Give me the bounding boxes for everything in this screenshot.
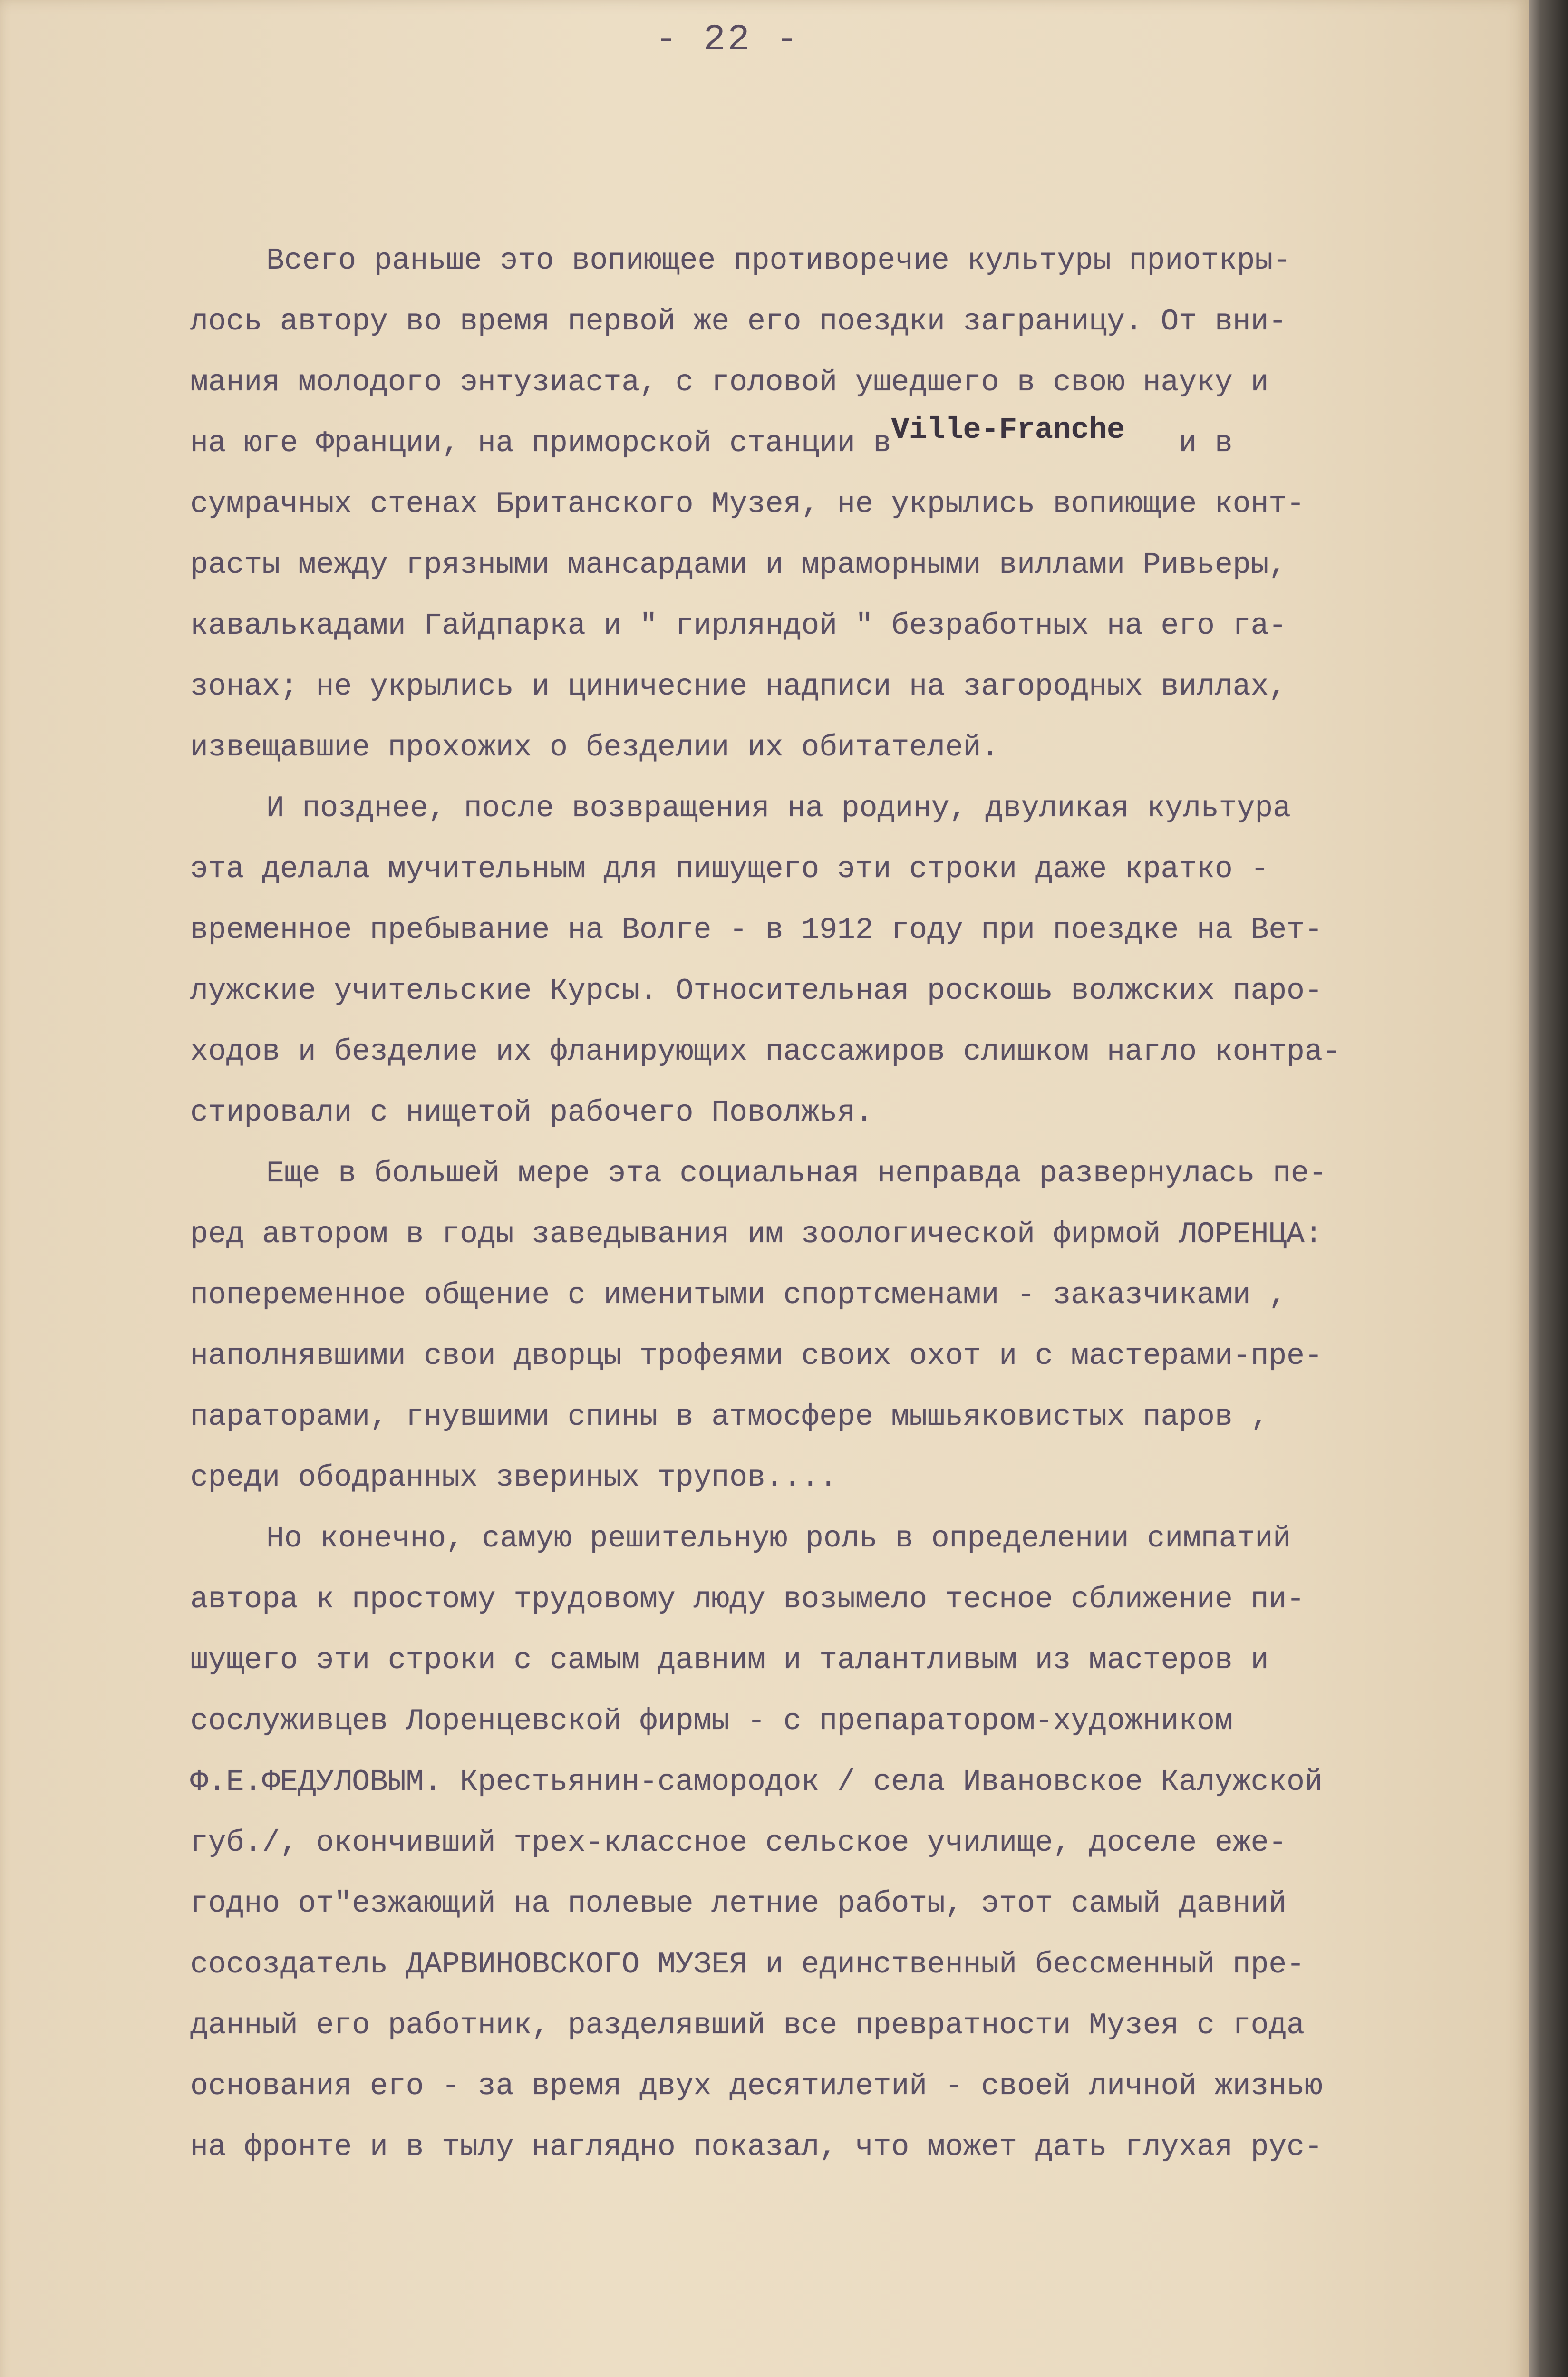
text-line: попеременное общение с именитыми спортсменами - заказчиками ,: [190, 1278, 1287, 1312]
scanner-edge: [1529, 0, 1568, 2377]
text-line: Еще в большей мере эта социальная неправда развернулась пе-: [266, 1157, 1327, 1190]
text-line: на фронте и в тылу наглядно показал, что может дать глухая рус-: [190, 2130, 1323, 2164]
text-line: Всего раньше это вопиющее противоречие культуры приоткры-: [266, 244, 1291, 278]
text-line: Ф.Е.ФЕДУЛОВЫМ. Крестьянин-самородок / села Ивановское Калужской: [190, 1765, 1323, 1799]
text-line: расты между грязными мансардами и мраморными виллами Ривьеры,: [190, 548, 1287, 582]
text-line: параторами, гнувшими спины в атмосфере мышьяковистых паров ,: [190, 1400, 1269, 1434]
text-line: [190, 413, 1493, 474]
latin-insert: Ville-Franche: [891, 413, 1125, 447]
text-line: губ./, окончивший трех-классное сельское училище, доселе еже-: [190, 1826, 1287, 1860]
text-line: ред автором в годы заведывания им зоологической фирмой ЛОРЕНЦА:: [190, 1217, 1323, 1251]
typed-text: [190, 231, 1493, 2178]
text-line: Но конечно, самую решительную роль в определении симпатий: [266, 1522, 1291, 1556]
text-segment: на юге Франции, на приморской станции в: [190, 426, 891, 460]
page-number: - 22 -: [655, 19, 800, 61]
text-line: стировали с нищетой рабочего Поволжья.: [190, 1096, 873, 1130]
text-line: сослуживцев Лоренцевской фирмы - с препаратором-художником: [190, 1704, 1233, 1738]
text-line: зонах; не укрылись и циничесние надписи на загородных виллах,: [190, 670, 1287, 704]
text-segment: и в: [1124, 426, 1233, 460]
text-line: лужские учительские Курсы. Относительная роскошь волжских паро-: [190, 974, 1323, 1008]
text-line: временное пребывание на Волге - в 1912 году при поездке на Вет-: [190, 913, 1323, 947]
text-line: среди ободранных звериных трупов....: [190, 1461, 838, 1495]
text-line: сумрачных стенах Британского Музея, не укрылись вопиющие конт-: [190, 487, 1305, 521]
text-line: лось автору во время первой же его поездки заграницу. От вни-: [190, 305, 1287, 338]
text-line: данный его работник, разделявший все превратности Музея с года: [190, 2009, 1305, 2042]
text-line: мания молодого энтузиаста, с головой ушедшего в свою науку и: [190, 366, 1269, 399]
text-line: сосоздатель ДАРВИНОВСКОГО МУЗЕЯ и единственный бессменный пре-: [190, 1948, 1305, 1981]
text-line: И позднее, после возвращения на родину, двуликая культура: [266, 792, 1291, 825]
text-line: ходов и безделие их фланирующих пассажиров слишком нагло контра-: [190, 1035, 1341, 1069]
text-line: кавалькадами Гайдпарка и " гирляндой " безработных на его га-: [190, 609, 1287, 643]
text-line: годно от"езжающий на полевые летние работы, этот самый давний: [190, 1887, 1287, 1921]
text-line: шущего эти строки с самым давним и талантливым из мастеров и: [190, 1643, 1269, 1677]
text-line: эта делала мучительным для пишущего эти строки даже кратко -: [190, 852, 1269, 886]
text-line: извещавшие прохожих о безделии их обитателей.: [190, 731, 999, 764]
text-line: автора к простому трудовому люду возымело тесное сближение пи-: [190, 1583, 1305, 1616]
text-line: наполнявшими свои дворцы трофеями своих охот и с мастерами-пре-: [190, 1339, 1323, 1373]
text-line: основания его - за время двух десятилетий - своей личной жизнью: [190, 2069, 1323, 2103]
